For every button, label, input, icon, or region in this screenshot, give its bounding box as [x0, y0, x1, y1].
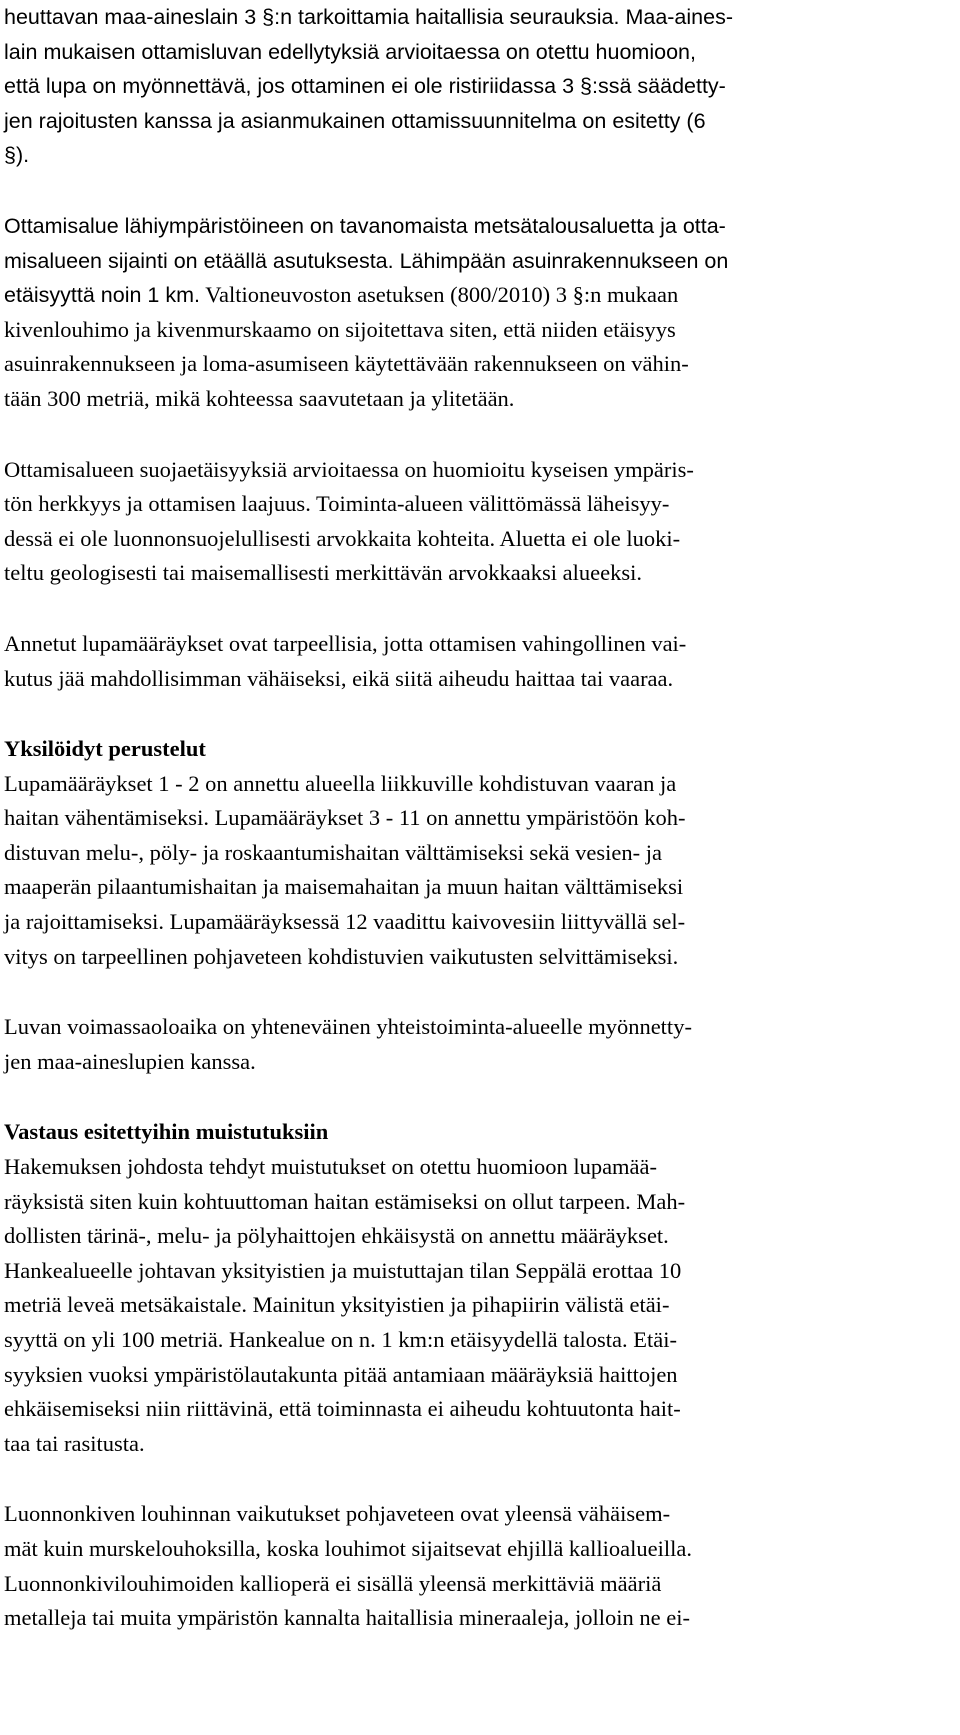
paragraph-2 [4, 209, 956, 417]
paragraph-gap [4, 1461, 956, 1497]
text-line: dollisten tärinä-, melu- ja pölyhaittojen ehkäisystä on annettu määräykset. [4, 1223, 669, 1249]
text-line: ehkäisemiseksi niin riittävinä, että toiminnasta ei aiheudu kohtuutonta hait- [4, 1396, 681, 1422]
text-line: asuinrakennukseen ja loma-asumiseen käytettävään rakennukseen on vähin- [4, 351, 689, 377]
text-line: Luvan voimassaoloaika on yhteneväinen yhteistoiminta-alueelle myönnetty- [4, 1014, 692, 1040]
paragraph-gap [4, 417, 956, 453]
text-line: maaperän pilaantumishaitan ja maisemahaitan ja muun haitan välttämiseksi [4, 874, 684, 900]
paragraph-gap [4, 974, 956, 1010]
text-line: syyttä on yli 100 metriä. Hankealue on n. 1 km:n etäisyydellä talosta. Etäi- [4, 1327, 677, 1352]
text-line: räyksistä siten kuin kohtuuttoman haitan estämiseksi on ollut tarpeen. Mah- [4, 1188, 686, 1214]
text-segment-serif: Valtioneuvoston asetuksen (800/2010) 3 §:n mukaan [199, 282, 679, 308]
paragraph-gap [4, 696, 956, 732]
text-line: Hankealueelle johtavan yksityistien ja muistuttajan tilan Seppälä erottaa 10 [4, 1257, 682, 1283]
text-line: Lupamääräykset 1 - 2 on annettu alueella liikkuville kohdistuvan vaaran ja [4, 770, 677, 796]
paragraph-gap [4, 1079, 956, 1115]
text-line: metalleja tai muita ympäristön kannalta haitallisia mineraaleja, jolloin ne ei- [4, 1605, 691, 1631]
text-line: taa tai rasitusta. [4, 1430, 145, 1456]
text-line: kutus jää mahdollisimman vähäiseksi, eikä siitä aiheudu haittaa tai vaaraa. [4, 665, 674, 691]
text-line: Ottamisalueen suojaetäisyyksiä arvioitaessa on huomioitu kyseisen ympäris- [4, 456, 694, 482]
text-line: §). [4, 143, 30, 168]
text-line: jen maa-aineslupien kanssa. [4, 1048, 256, 1074]
paragraph-4 [4, 627, 956, 696]
text-line: Luonnonkivilouhimoiden kallioperä ei sisällä yleensä merkittäviä määriä [4, 1570, 662, 1596]
section-yksiloidyt-perustelut [4, 732, 956, 974]
text-line: vitys on tarpeellinen pohjaveteen kohdistuvien vaikutusten selvittämiseksi. [4, 943, 679, 969]
paragraph-1 [4, 0, 956, 173]
text-line: distuvan melu-, pöly- ja roskaantumishaitan välttämiseksi sekä vesien- ja [4, 839, 662, 865]
text-line: dessä ei ole luonnonsuojelullisesti arvokkaita kohteita. Aluetta ei ole luoki- [4, 525, 681, 551]
text-line: heuttavan maa-aineslain 3 §:n tarkoittamia haitallisia seurauksia. Maa-aines- [4, 5, 733, 29]
paragraph-3 [4, 453, 956, 591]
text-line: tään 300 metriä, mikä kohteessa saavutetaan ja ylitetään. [4, 385, 515, 411]
text-line: Annetut lupamääräykset ovat tarpeellisia, jotta ottamisen vahingollinen vai- [4, 630, 687, 656]
text-line: ja rajoittamiseksi. Lupamääräyksessä 12 vaadittu kaivovesiin liittyvällä sel- [4, 909, 686, 935]
text-line: mät kuin murskelouhoksilla, koska louhimot sijaitsevat ehjillä kallioalueilla. [4, 1535, 693, 1561]
text-line: jen rajoitusten kanssa ja asianmukainen ottamissuunnitelma on esitetty (6 [4, 108, 706, 133]
text-line: että lupa on myönnettävä, jos ottaminen ei ole ristiriidassa 3 §:ssä säädetty- [4, 74, 726, 99]
text-line: teltu geologisesti tai maisemallisesti merkittävän arvokkaaksi alueeksi. [4, 560, 642, 586]
text-line: metriä leveä metsäkaistale. Mainitun yksityistien ja pihapiirin välistä etäi- [4, 1292, 670, 1318]
section-vastaus-muistutuksiin [4, 1115, 956, 1461]
text-line: Ottamisalue lähiympäristöineen on tavanomaista metsätalousaluetta ja otta- [4, 213, 726, 238]
text-line: lain mukaisen ottamisluvan edellytyksiä arvioitaessa on otettu huomioon, [4, 39, 696, 64]
text-line: kivenlouhimo ja kivenmurskaamo on sijoitettava siten, että niiden etäisyys [4, 316, 676, 342]
section-heading: Yksilöidyt perustelut [4, 736, 206, 762]
paragraph-6 [4, 1497, 956, 1635]
paragraph-5 [4, 1010, 956, 1079]
paragraph-gap [4, 173, 956, 209]
text-line: syyksien vuoksi ympäristölautakunta pitää antamiaan määräyksiä haittojen [4, 1361, 678, 1387]
paragraph-gap [4, 591, 956, 627]
text-line: Luonnonkiven louhinnan vaikutukset pohjaveteen ovat yleensä vähäisem- [4, 1501, 671, 1527]
section-heading: Vastaus esitettyihin muistutuksiin [4, 1119, 329, 1145]
text-line-mixed [4, 278, 956, 313]
document-page [4, 0, 956, 1636]
text-line: misalueen sijainti on etäällä asutuksesta. Lähimpään asuinrakennukseen on [4, 248, 729, 273]
text-line: tön herkkyys ja ottamisen laajuus. Toiminta-alueen välittömässä läheisyy- [4, 491, 670, 517]
text-segment-sans: etäisyyttä noin 1 km. [4, 283, 200, 308]
text-line: haitan vähentämiseksi. Lupamääräykset 3 - 11 on annettu ympäristöön koh- [4, 805, 686, 831]
text-line: Hakemuksen johdosta tehdyt muistutukset on otettu huomioon lupamää- [4, 1154, 658, 1180]
